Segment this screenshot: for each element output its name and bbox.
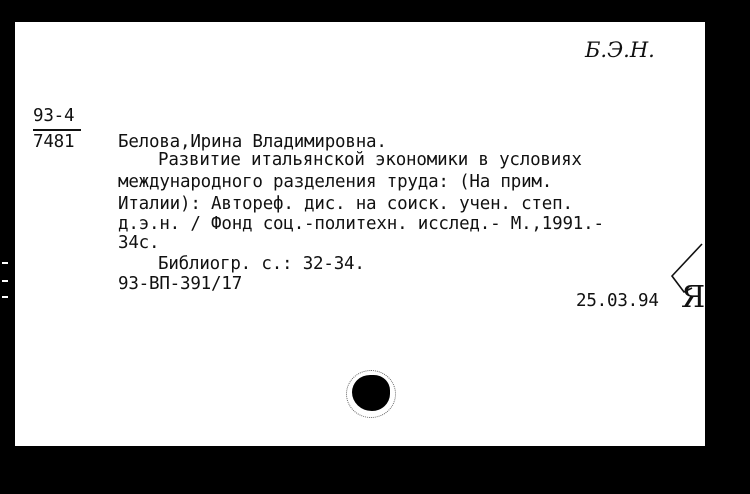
handwritten-code: Б.Э.Н. <box>585 38 655 62</box>
handwritten-flourish <box>662 240 706 320</box>
title-line-4: д.э.н. / Фонд соц.-политехн. исслед.- М.,1991.- <box>118 214 604 234</box>
title-line-5: 34с. <box>118 233 160 253</box>
edge-mark <box>2 280 8 282</box>
shelf-code-divider <box>33 129 81 131</box>
title-line-3: Италии): Автореф. дис. на соиск. учен. степ. <box>118 194 573 214</box>
shelf-code-top: 93-4 <box>33 106 75 126</box>
shelf-code-bottom: 7481 <box>33 132 75 152</box>
edge-mark <box>2 296 8 298</box>
inventory-number: 93-ВП-391/17 <box>118 274 243 294</box>
date-stamp: 25.03.94 <box>576 291 659 311</box>
author-line: Белова,Ирина Владимировна. <box>118 132 387 152</box>
punch-hole <box>352 375 390 411</box>
title-line-2: международного разделения труда: (На прим. <box>118 172 553 192</box>
edge-mark <box>2 262 8 264</box>
bibliography-note: Библиогр. с.: 32-34. <box>158 254 365 274</box>
signature-mark: Я <box>681 280 706 315</box>
title-line-1: Развитие итальянской экономики в условиях <box>158 150 582 170</box>
